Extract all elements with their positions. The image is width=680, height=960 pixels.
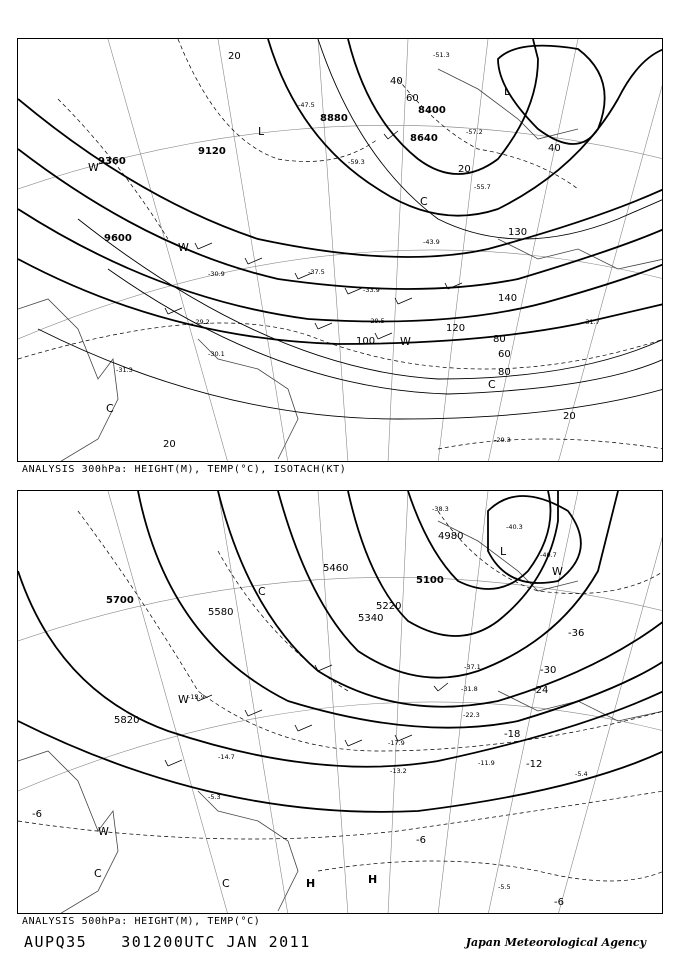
graticule [18,491,663,914]
isotach-label: 80 [493,334,506,345]
height-label: 5820 [114,715,140,726]
temp-label: -47.5 [298,101,315,109]
temp-label: -57.2 [466,128,483,136]
center-marker: C [106,402,114,415]
temp-label: -29.3 [494,436,511,444]
center-marker: H [306,877,316,890]
chart-identifier [24,933,345,951]
isotach-label: 100 [356,336,376,347]
caption-300hpa: ANALYSIS 300hPa: HEIGHT(M), TEMP(°C), ISOTACH(KT) [22,464,347,475]
chart-500hpa [17,490,663,914]
center-marker: H [368,873,378,886]
temp-label: -17.9 [388,739,405,747]
height-label: 9600 [104,233,132,244]
temp-label: -29.2 [193,318,210,326]
isotach-label: 120 [446,323,466,334]
isotherm-label: -30 [540,665,557,676]
height-label: 5340 [358,613,384,624]
temp-label: -59.3 [348,158,365,166]
height-labels [98,105,446,244]
center-marker: W [88,161,99,174]
isotherm-labels [32,628,584,908]
chart-code: AUPQ35 [24,933,88,951]
isotherms [18,39,663,449]
height-label: 5100 [416,575,444,586]
temp-label: -31.8 [461,685,478,693]
isotherm-label: -6 [554,897,564,908]
center-marker: L [504,85,511,98]
temp-label: -5.5 [498,883,511,891]
isotach-label: 20 [163,439,176,450]
valid-time: 301200UTC JAN 2011 [121,933,311,951]
isotach-label: 140 [498,293,518,304]
center-marker: W [178,693,189,706]
height-label: 8880 [320,113,348,124]
map-500hpa [18,491,663,914]
center-marker: W [552,565,563,578]
temp-label: -30.9 [208,270,225,278]
temp-label: -5.4 [575,770,588,778]
temp-label: -37.5 [308,268,325,276]
map-300hpa [18,39,663,462]
height-label: 9360 [98,156,126,167]
center-marker: C [222,877,230,890]
center-marker: C [258,585,266,598]
isotach-label: 60 [498,349,511,360]
center-marker: C [488,378,496,391]
agency-name: Japan Meteorological Agency [465,936,646,949]
caption-500hpa: ANALYSIS 500hPa: HEIGHT(M), TEMP(°C) [22,916,261,927]
temp-labels [188,505,588,891]
center-marker: L [500,545,507,558]
isotherm-label: -12 [526,759,543,770]
center-marker: W [98,825,109,838]
isotach-label: 20 [458,164,471,175]
temp-label: -51.3 [433,51,450,59]
center-marker: W [178,241,189,254]
isotherm-label: -36 [568,628,585,639]
temp-label: -43.9 [423,238,440,246]
temp-label: -13.2 [390,767,407,775]
height-label: 5700 [106,595,134,606]
isotach-label: 60 [406,93,419,104]
temp-label: -31.3 [116,366,133,374]
center-marker: C [420,195,428,208]
height-label: 5580 [208,607,234,618]
temp-label: -14.7 [218,753,235,761]
center-marker: C [94,867,102,880]
isotach-label: 40 [390,76,403,87]
isotach-label: 130 [508,227,528,238]
temp-label: -13.9 [188,693,205,701]
temp-label: -31.7 [583,318,600,326]
center-marker: W [400,335,411,348]
center-marker: L [258,125,265,138]
coastline [18,69,663,462]
isotherm-label: -18 [504,729,521,740]
graticule [18,39,663,462]
height-label: 8640 [410,133,438,144]
isotach-label: 80 [498,367,511,378]
height-contours [18,491,663,812]
isotach-label: 40 [548,143,561,154]
temp-label: -40.7 [540,551,557,559]
isotherm-label: -6 [32,809,42,820]
isotach-label: 20 [228,51,241,62]
temp-label: -38.3 [432,505,449,513]
temp-label: -30.1 [208,350,225,358]
temp-label: -55.7 [474,183,491,191]
chart-300hpa [17,38,663,462]
isotach-label: 20 [563,411,576,422]
temp-label: -29.5 [368,317,385,325]
height-label: 8400 [418,105,446,116]
height-label: 4980 [438,531,464,542]
isotherm-label: -6 [416,835,426,846]
temp-label: -22.3 [463,711,480,719]
isotherm-label: -24 [532,685,549,696]
height-label: 5220 [376,601,402,612]
temp-label: -40.3 [506,523,523,531]
height-label: 9120 [198,146,226,157]
temp-label: -33.9 [363,286,380,294]
height-contours [18,39,663,344]
temp-label: -5.3 [208,793,221,801]
temp-label: -11.9 [478,759,495,767]
pressure-centers [94,545,563,890]
height-label: 5460 [323,563,349,574]
temp-label: -37.1 [464,663,481,671]
